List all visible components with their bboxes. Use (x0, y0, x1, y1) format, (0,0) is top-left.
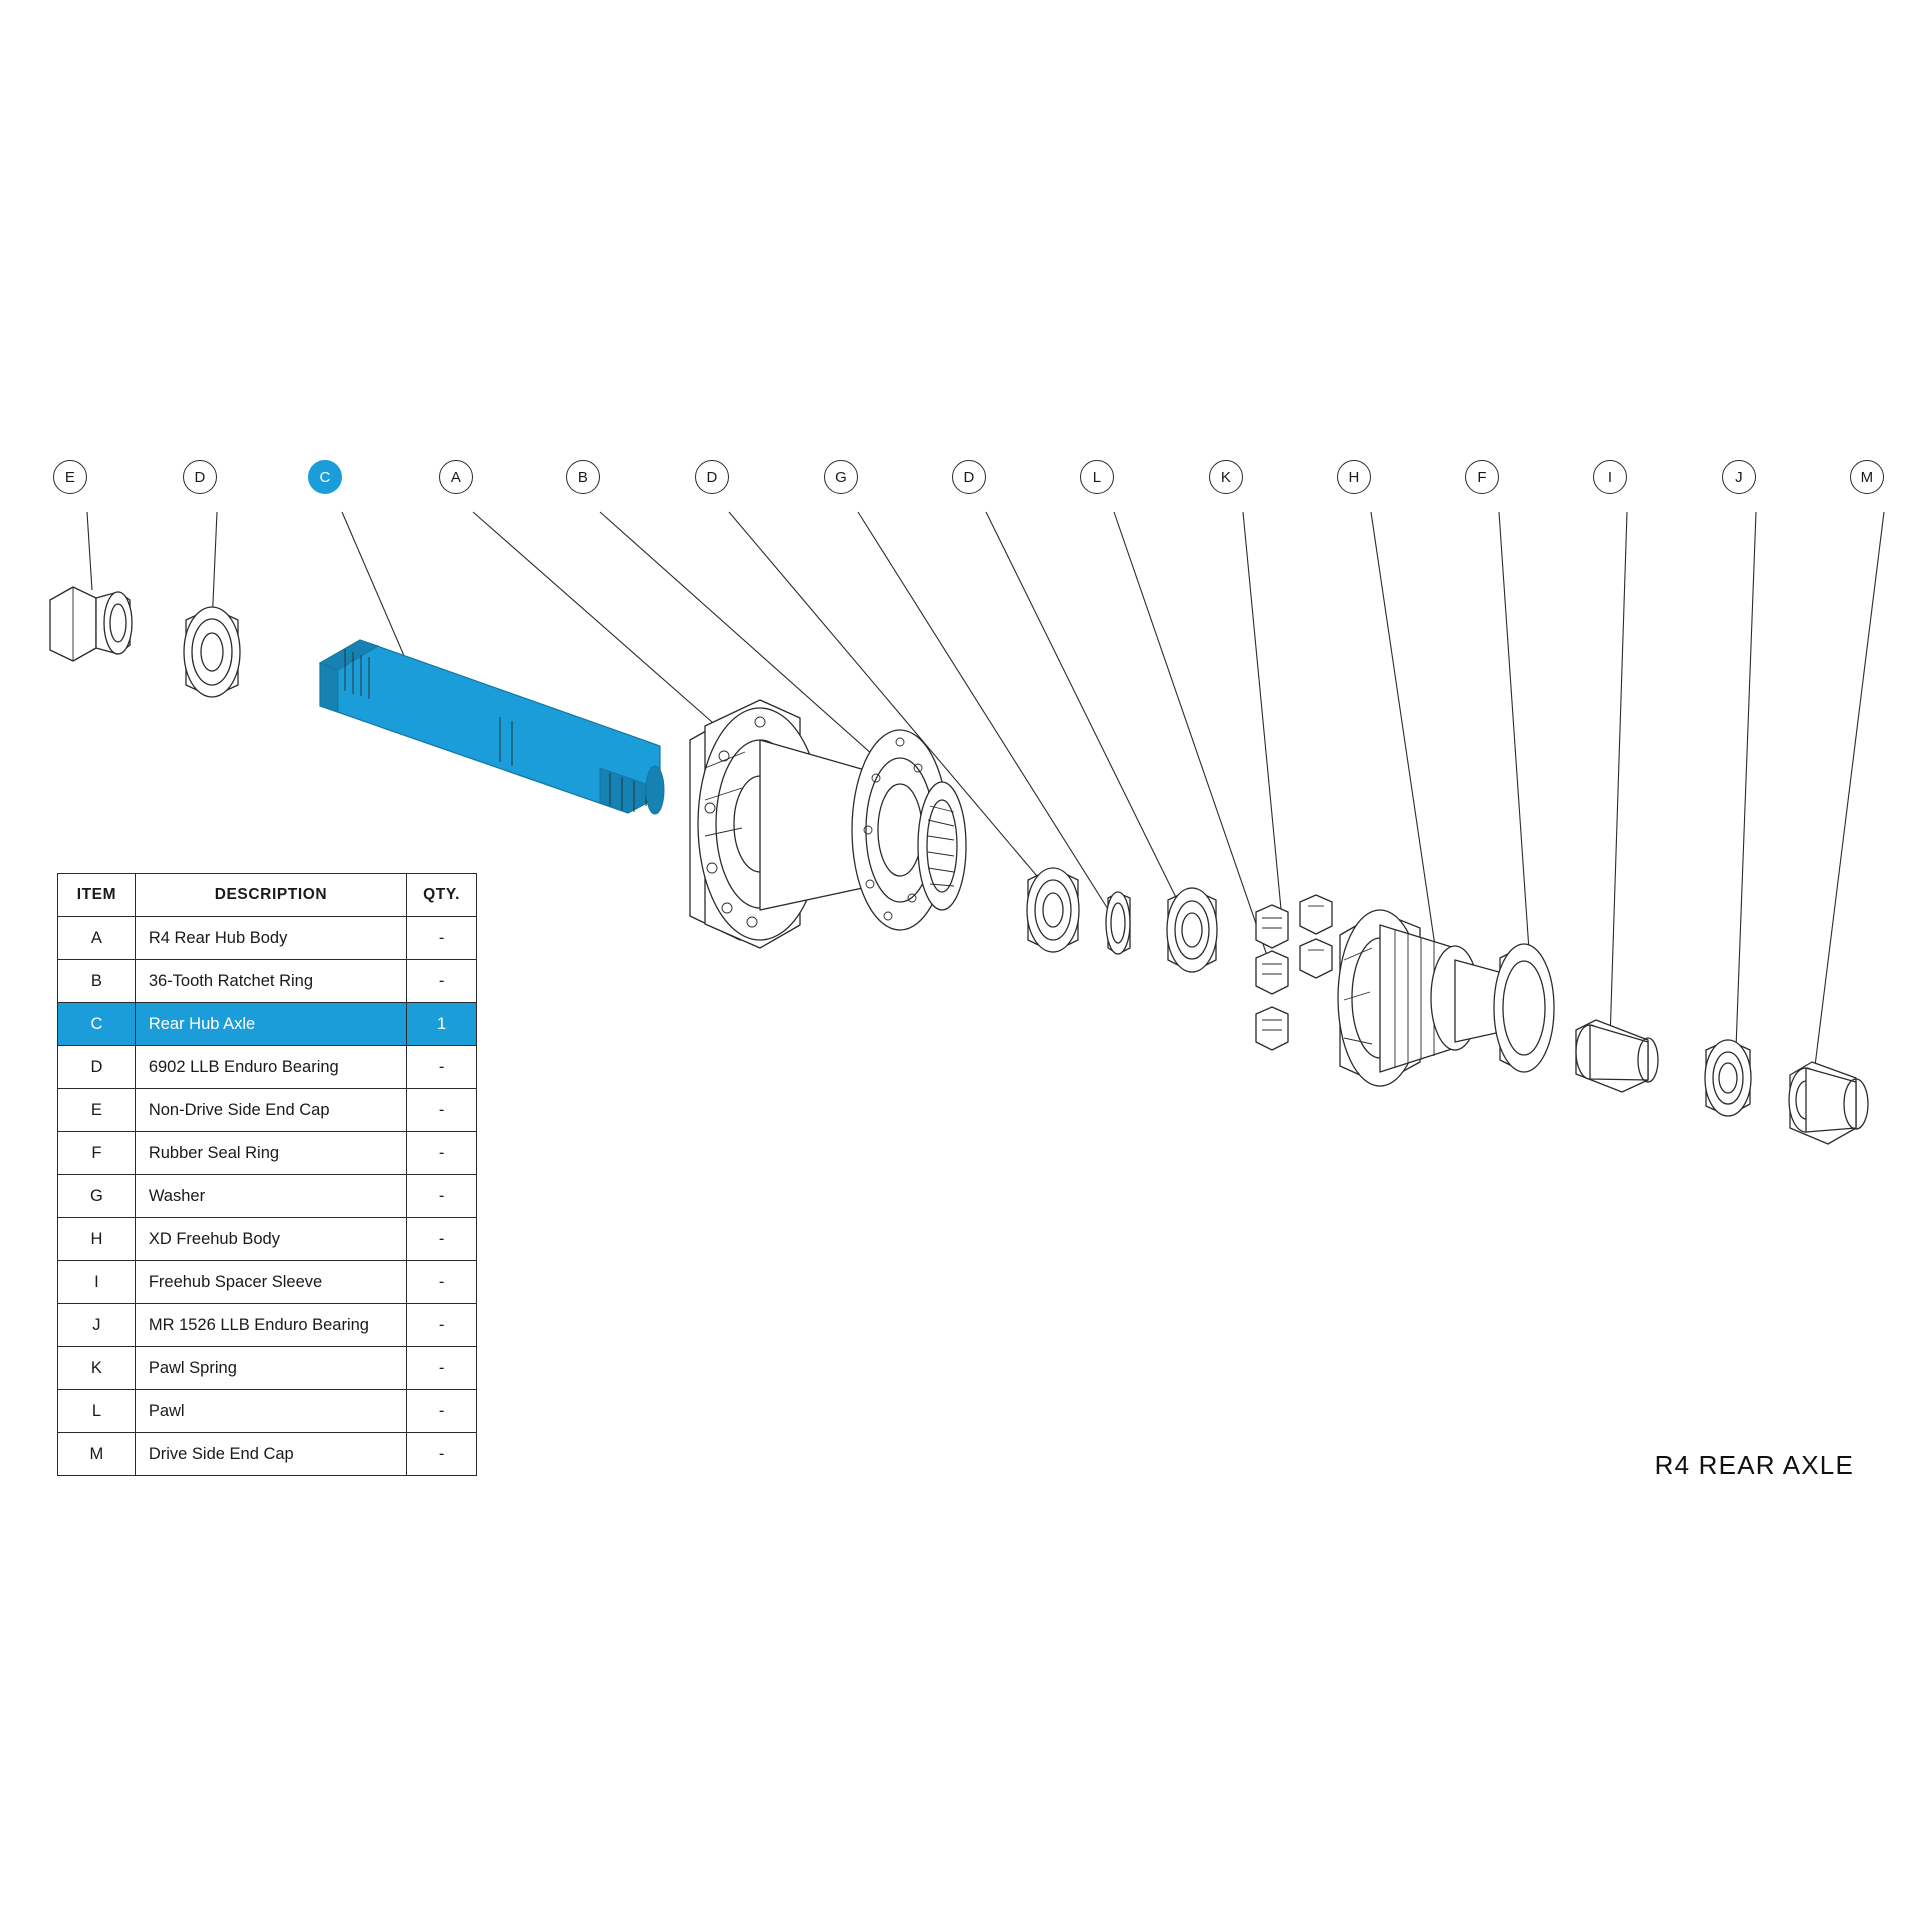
callout-bubble-d-7[interactable]: D (952, 460, 986, 494)
column-header-qty: QTY. (407, 874, 477, 917)
callout-bubble-e-0[interactable]: E (53, 460, 87, 494)
callout-bubble-i-12[interactable]: I (1593, 460, 1627, 494)
table-row[interactable] (58, 1003, 477, 1046)
cell-description: Drive Side End Cap (135, 1433, 406, 1476)
cell-description: 6902 LLB Enduro Bearing (135, 1046, 406, 1089)
cell-item: J (58, 1304, 136, 1347)
cell-description: R4 Rear Hub Body (135, 917, 406, 960)
cell-qty: - (407, 1347, 477, 1390)
callout-bubble-f-11[interactable]: F (1465, 460, 1499, 494)
parts-list-table (57, 873, 477, 1476)
part-drive-side-end-cap (1789, 1062, 1868, 1144)
cell-description: MR 1526 LLB Enduro Bearing (135, 1304, 406, 1347)
cell-item: D (58, 1046, 136, 1089)
table-row[interactable] (58, 1089, 477, 1132)
column-header-description: DESCRIPTION (135, 874, 406, 917)
part-bearing-6902-mid (1027, 868, 1079, 952)
callout-bubble-d-5[interactable]: D (695, 460, 729, 494)
table-row[interactable] (58, 1433, 477, 1476)
cell-item: H (58, 1218, 136, 1261)
callout-bubble-g-6[interactable]: G (824, 460, 858, 494)
cell-qty: - (407, 1390, 477, 1433)
cell-description: Washer (135, 1175, 406, 1218)
table-row[interactable] (58, 1175, 477, 1218)
cell-qty: - (407, 1132, 477, 1175)
table-header (58, 874, 477, 917)
part-rubber-seal-ring (1494, 944, 1554, 1072)
cell-item: L (58, 1390, 136, 1433)
part-pawl-springs (1256, 905, 1288, 1050)
part-pawls (1300, 895, 1332, 978)
table-row[interactable] (58, 1347, 477, 1390)
table-row[interactable] (58, 917, 477, 960)
part-ratchet-ring (918, 782, 966, 910)
part-xd-freehub-body (1338, 910, 1524, 1086)
table-row[interactable] (58, 1390, 477, 1433)
cell-qty: - (407, 1304, 477, 1347)
cell-description: Non-Drive Side End Cap (135, 1089, 406, 1132)
cell-item: E (58, 1089, 136, 1132)
table-header-row (58, 874, 477, 917)
cell-item: F (58, 1132, 136, 1175)
callout-bubble-d-1[interactable]: D (183, 460, 217, 494)
table-row[interactable] (58, 960, 477, 1003)
cell-description: XD Freehub Body (135, 1218, 406, 1261)
cell-qty: - (407, 917, 477, 960)
table-body (58, 917, 477, 1476)
part-rear-hub-body (690, 700, 948, 948)
callout-bubble-j-13[interactable]: J (1722, 460, 1756, 494)
callout-bubble-l-8[interactable]: L (1080, 460, 1114, 494)
cell-item: B (58, 960, 136, 1003)
callout-bubble-h-10[interactable]: H (1337, 460, 1371, 494)
cell-item: K (58, 1347, 136, 1390)
column-header-item: ITEM (58, 874, 136, 917)
cell-qty: - (407, 1046, 477, 1089)
part-non-drive-end-cap (50, 587, 132, 661)
part-freehub-spacer-sleeve (1576, 1020, 1658, 1092)
cell-qty: - (407, 1261, 477, 1304)
table-row[interactable] (58, 1304, 477, 1347)
cell-description: 36-Tooth Ratchet Ring (135, 960, 406, 1003)
table-row[interactable] (58, 1218, 477, 1261)
cell-qty: - (407, 1089, 477, 1132)
cell-description: Pawl (135, 1390, 406, 1433)
cell-qty: - (407, 1175, 477, 1218)
cell-item: M (58, 1433, 136, 1476)
drawing-title: R4 REAR AXLE (1654, 1450, 1854, 1480)
cell-item: A (58, 917, 136, 960)
cell-description: Pawl Spring (135, 1347, 406, 1390)
part-bearing-6902-right (1167, 888, 1217, 972)
callout-bubble-m-14[interactable]: M (1850, 460, 1884, 494)
part-washer (1106, 892, 1130, 954)
cell-description: Freehub Spacer Sleeve (135, 1261, 406, 1304)
callout-bubble-k-9[interactable]: K (1209, 460, 1243, 494)
cell-item: G (58, 1175, 136, 1218)
callout-bubble-a-3[interactable]: A (439, 460, 473, 494)
table-row[interactable] (58, 1261, 477, 1304)
cell-qty: - (407, 1433, 477, 1476)
cell-qty: 1 (407, 1003, 477, 1046)
cell-description: Rear Hub Axle (135, 1003, 406, 1046)
part-bearing-mr1526 (1705, 1040, 1751, 1116)
callout-bubble-c-2[interactable]: C (308, 460, 342, 494)
part-bearing-6902-left (184, 607, 240, 697)
cell-qty: - (407, 1218, 477, 1261)
callout-bubble-b-4[interactable]: B (566, 460, 600, 494)
table-row[interactable] (58, 1046, 477, 1089)
cell-item: I (58, 1261, 136, 1304)
cell-item: C (58, 1003, 136, 1046)
cell-description: Rubber Seal Ring (135, 1132, 406, 1175)
table-row[interactable] (58, 1132, 477, 1175)
cell-qty: - (407, 960, 477, 1003)
part-rear-hub-axle (320, 640, 664, 814)
